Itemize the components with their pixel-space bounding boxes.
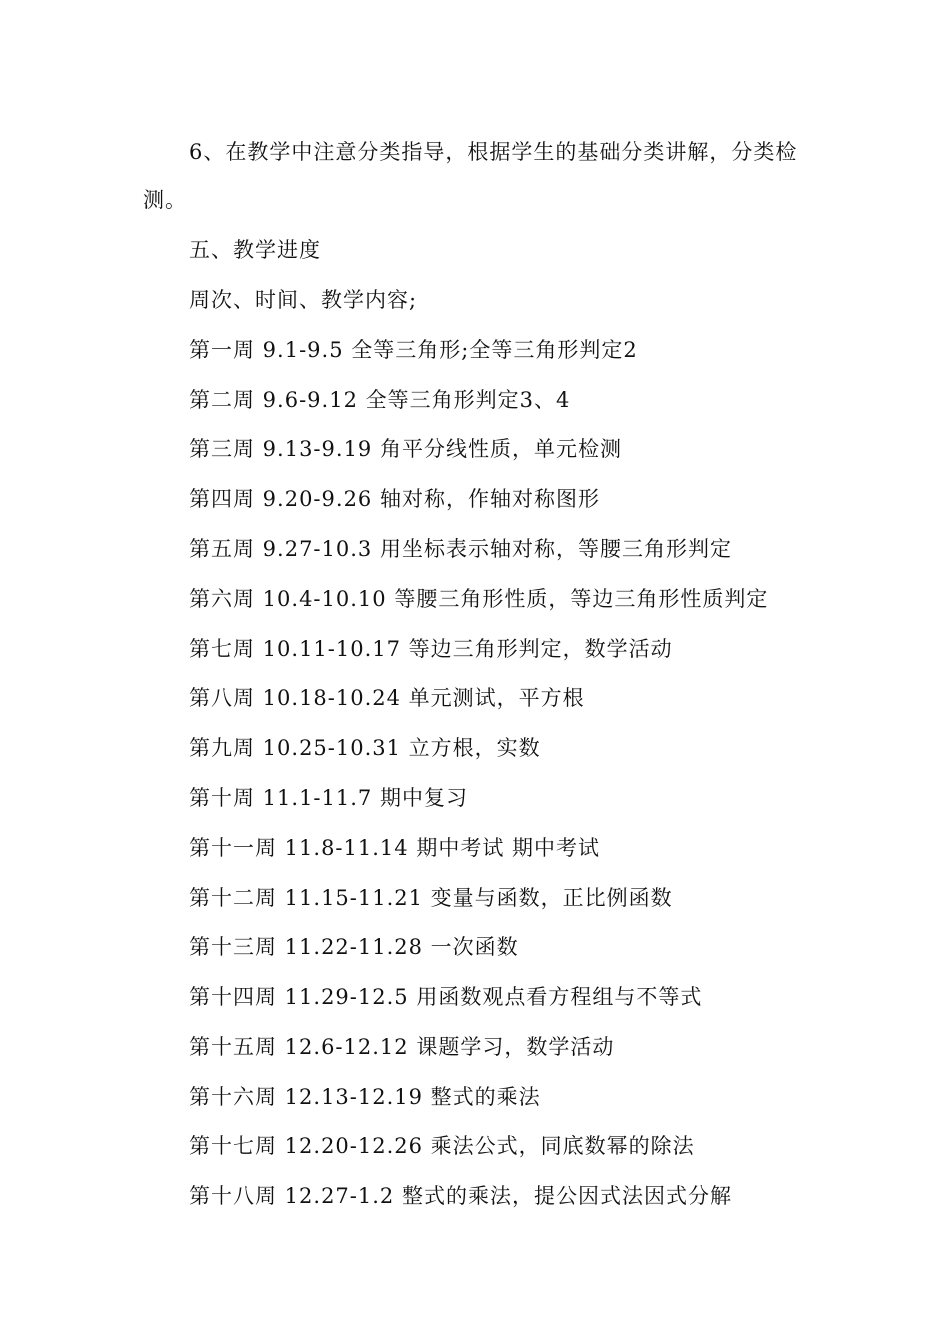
paragraph-6: 6、在教学中注意分类指导，根据学生的基础分类讲解，分类检测。 — [143, 140, 798, 212]
schedule-row: 第一周 9.1-9.5 全等三角形;全等三角形判定2 — [189, 338, 638, 362]
schedule-row: 第十四周 11.29-12.5 用函数观点看方程组与不等式 — [189, 985, 703, 1009]
schedule-row: 第十五周 12.6-12.12 课题学习，数学活动 — [189, 1035, 615, 1059]
schedule-row: 第十七周 12.20-12.26 乘法公式，同底数幂的除法 — [189, 1134, 695, 1158]
schedule-row: 第三周 9.13-9.19 角平分线性质，单元检测 — [189, 437, 622, 461]
schedule-row: 第八周 10.18-10.24 单元测试，平方根 — [189, 686, 585, 710]
schedule-row: 第十二周 11.15-11.21 变量与函数，正比例函数 — [189, 886, 673, 910]
schedule-row: 第十一周 11.8-11.14 期中考试 期中考试 — [189, 836, 600, 860]
schedule-row: 第十三周 11.22-11.28 一次函数 — [189, 935, 519, 959]
schedule-row: 第九周 10.25-10.31 立方根，实数 — [189, 736, 541, 760]
schedule-row: 第六周 10.4-10.10 等腰三角形性质，等边三角形性质判定 — [189, 587, 769, 611]
schedule-row: 第十周 11.1-11.7 期中复习 — [189, 786, 468, 810]
schedule-row: 第十八周 12.27-1.2 整式的乘法，提公因式法因式分解 — [189, 1184, 732, 1208]
schedule-row: 第二周 9.6-9.12 全等三角形判定3、4 — [189, 388, 571, 412]
schedule-row: 第七周 10.11-10.17 等边三角形判定，数学活动 — [189, 637, 673, 661]
schedule-row: 第十六周 12.13-12.19 整式的乘法 — [189, 1085, 541, 1109]
schedule-header: 周次、时间、教学内容; — [189, 288, 418, 312]
schedule-row: 第五周 9.27-10.3 用坐标表示轴对称，等腰三角形判定 — [189, 537, 732, 561]
section-heading: 五、教学进度 — [189, 238, 321, 262]
schedule-row: 第四周 9.20-9.26 轴对称，作轴对称图形 — [189, 487, 600, 511]
